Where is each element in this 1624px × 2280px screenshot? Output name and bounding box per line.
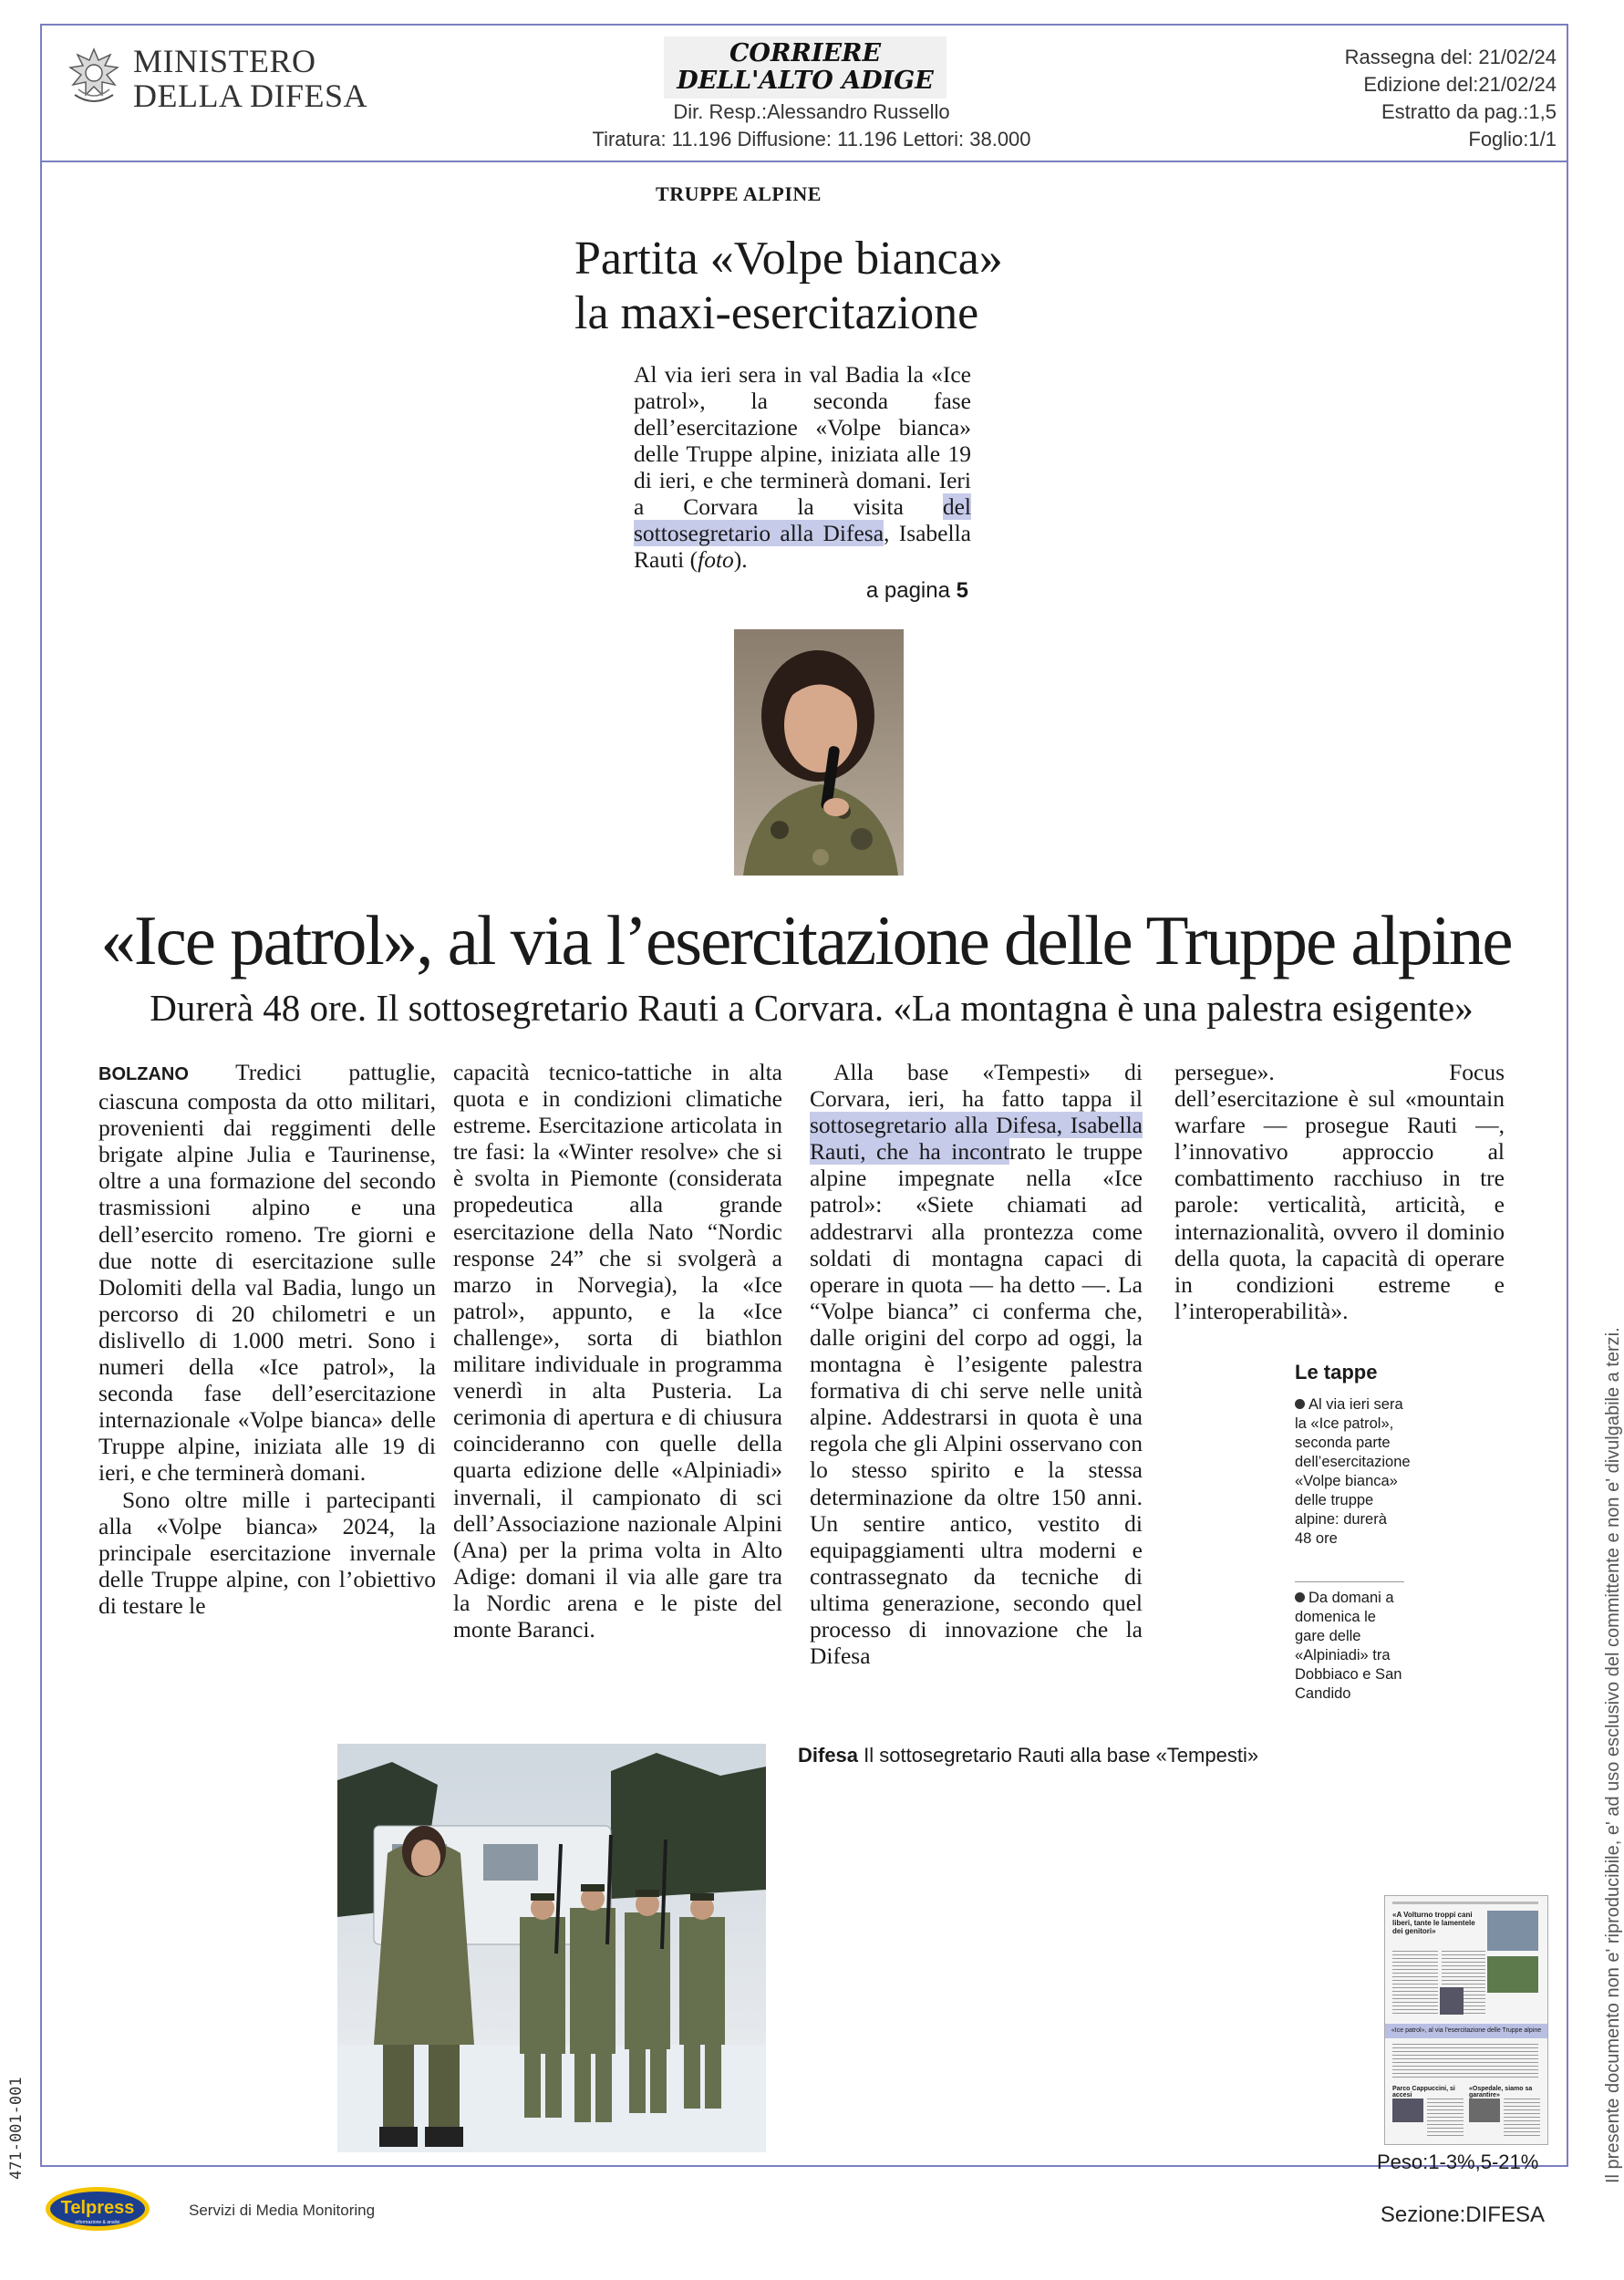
teaser-title-line-2: la maxi-esercitazione <box>574 287 979 339</box>
summary-highlight: del sottosegretario alla Difesa <box>634 493 971 546</box>
header-divider <box>40 161 1568 162</box>
column-3-text-a: Alla base «Tempesti» di Corvara, ieri, ha fatto tappa il <box>810 1059 1143 1113</box>
article-subtitle: Durerà 48 ore. Il sottosegretario Rauti a Corvara. «La montagna è una palestra esigente» <box>150 987 1474 1029</box>
column-3-text-b: rato le truppe alpine impegnate nella «Ice patrol»: «Siete chiamati ad addestrarvi alla prontezza come soldati di montagna capaci di operare in quota — ha detto —. La “Volpe bianca” ci conferma che, dalle origini del corpo ad oggi, la montagna è l’esigente palestra formativa di chi serve nelle unità alpine. Addestrarsi in quota è una regola che gli Alpini osservano con lo stesso spirito e la stessa determinazione da oltre 150 anni. Un sentire antico, vestito di equipaggiamenti ultra moderni e contrassegnato da tecniche di ultima generazione, secondo quel processo di innovazione che la Difesa <box>810 1138 1143 1670</box>
photo-caption <box>798 1744 1258 1767</box>
estratto-pages: Estratto da pag.:1,5 <box>1381 100 1557 123</box>
rassegna-date: Rassegna del: 21/02/24 <box>1344 46 1557 68</box>
telpress-logo-text: Telpress <box>60 2198 135 2218</box>
document-code: 471-001-001 <box>7 2077 26 2180</box>
article-title: «Ice patrol», al via l’esercitazione delle Truppe alpine <box>100 901 1512 979</box>
article-column-1 <box>98 1059 436 1619</box>
page-reference-number: 5 <box>956 578 968 603</box>
thumbnail-story-left: Parco Cappuccini, si accesi <box>1392 2086 1455 2099</box>
tappa-1-text: Al via ieri sera la «Ice patrol», seconda parte dell’esercitazione «Volpe bianca» delle truppe alpine: durerà 48 ore <box>1295 1396 1411 1547</box>
bullet-icon <box>1295 1399 1305 1409</box>
column-2-text: capacità tecnico-tattiche in alta quota e in condizioni climatiche estreme. Esercitazione articolata in tre fasi: la «Winter resolve» che si è svolta in Piemonte (considerata propedeutica alla grande esercitazione della Nato “Nordic response 24” che si svolgerà a marzo in Norvegia), la «Ice patrol», appunto, e la «Ice challenge», sorta di biathlon militare individuale in programma venerdì in alta Pusteria. La cerimonia di apertura e di chiusura coincideranno con quelle della quarta edizione delle «Alpiniadi» invernali, il campionato di sci dell’Associazione nazionale Alpini (Ana) per la prima volta in Alto Adige: domani il via alle gare tra la Nordic arena e le piste del monte Baranci. <box>453 1059 782 1643</box>
summary-text-mid: , Isabella Rauti ( <box>634 520 971 573</box>
page-reference-label: a pagina <box>865 578 950 603</box>
dateline: BOLZANO <box>98 1064 189 1084</box>
logo-line-2: DELL'ALTO ADIGE <box>677 67 934 95</box>
troops-inspection-photo <box>337 1744 766 2152</box>
newspaper-logo <box>664 36 946 98</box>
republic-emblem-icon <box>66 47 122 108</box>
article-column-3 <box>810 1059 1143 1669</box>
director-line: Dir. Resp.:Alessandro Russello <box>673 100 950 123</box>
summary-foto: foto <box>698 546 734 573</box>
servizi-label: Servizi di Media Monitoring <box>189 2202 376 2219</box>
teaser-summary <box>634 361 971 573</box>
thumbnail-headline: «A Volturno troppi cani liberi, tante le lamentele dei genitori» <box>1392 1911 1475 1935</box>
caption-text: Il sottosegretario Rauti alla base «Tempesti» <box>864 1744 1259 1767</box>
ministry-line-1: MINISTERO <box>133 43 316 79</box>
ministry-name <box>133 44 367 113</box>
foglio: Foglio:1/1 <box>1468 128 1557 150</box>
edizione-date: Edizione del:21/02/24 <box>1363 73 1557 96</box>
page-thumbnail <box>1384 1895 1548 2145</box>
summary-text: Al via ieri sera in val Badia la «Ice patrol», la seconda fase dell’esercitazione «Volpe bianca» delle Truppe alpine, iniziata alle 19 di ieri, e che terminerà domani. Ieri a Corvara la visita <box>634 361 971 520</box>
column-1-paragraph-2: Sono oltre mille i partecipanti alla «Volpe bianca» 2024, la principale esercitazione invernale delle Truppe alpine, con l’obiettivo di testare le <box>98 1486 436 1619</box>
column-1-paragraph-1: Tredici pattuglie, ciascuna composta da otto militari, provenienti dai reggimenti delle brigate alpine Julia e Taurinense, oltre a una formazione del secondo trasmissioni alpino e una dell’esercito romeno. Tre giorni e due notte di esercitazione sulle Dolomiti della val Badia, lungo un percorso di 20 chilometri e un dislivello di 1.000 metri. Sono i numeri della «Ice patrol», la seconda fase dell’esercitazione internazionale «Volpe bianca» delle Truppe alpine, iniziata alle 19 di ieri, e che terminerà domani. <box>98 1059 437 1487</box>
logo-line-1: CORRIERE <box>729 39 882 67</box>
disclaimer: Il presente documento non e' riproducibile, e' ad uso esclusivo del committente e non e' divulgabile a terzi. <box>1603 1327 1623 2183</box>
column-3-highlight: sottosegretario alla Difesa, Isabella Rauti, che ha incont <box>810 1112 1143 1166</box>
ministry-line-2: DELLA DIFESA <box>133 78 367 114</box>
thumbnail-highlight-band: «Ice patrol», al via l’esercitazione delle Truppe alpine <box>1385 2024 1547 2038</box>
teaser-title-line-1: Partita «Volpe bianca» <box>574 233 1003 285</box>
telpress-tagline: informazione & analisi <box>75 2220 120 2225</box>
le-tappe-title: Le tappe <box>1295 1361 1378 1384</box>
peso: Peso:1-3%,5-21% <box>1377 2150 1539 2173</box>
telpress-logo <box>44 2185 151 2233</box>
rauti-portrait-photo <box>734 629 904 876</box>
tappa-2-text: Da domani a domenica le gare delle «Alpiniadi» tra Dobbiaco e San Candido <box>1295 1590 1402 1702</box>
summary-text-end: ). <box>733 546 748 573</box>
circulation-line: Tiratura: 11.196 Diffusione: 11.196 Lettori: 38.000 <box>592 128 1031 150</box>
kicker: TRUPPE ALPINE <box>656 182 822 205</box>
column-4-text: persegue». Focus dell’esercitazione è sul «mountain warfare — prosegue Rauti —, l’innovativo approccio al combattimento racchiuso in tre parole: verticalità, articità, e internazionalità, ovvero il dominio della quota, la capacità di operare in condizioni estreme e l’interoperabilità». <box>1174 1059 1505 1324</box>
bullet-icon <box>1295 1592 1305 1602</box>
thumbnail-story-right: «Ospedale, siamo sa garantire» <box>1469 2086 1533 2099</box>
tappe-divider <box>1295 1581 1404 1582</box>
tappa-1 <box>1295 1395 1411 1549</box>
tappa-2 <box>1295 1589 1404 1704</box>
sezione: Sezione:DIFESA <box>1380 2202 1545 2227</box>
teaser-title <box>574 232 1176 341</box>
caption-label: Difesa <box>798 1744 859 1767</box>
article-column-2 <box>453 1059 782 1643</box>
article-column-4 <box>1174 1059 1505 1324</box>
page-reference <box>821 578 968 604</box>
